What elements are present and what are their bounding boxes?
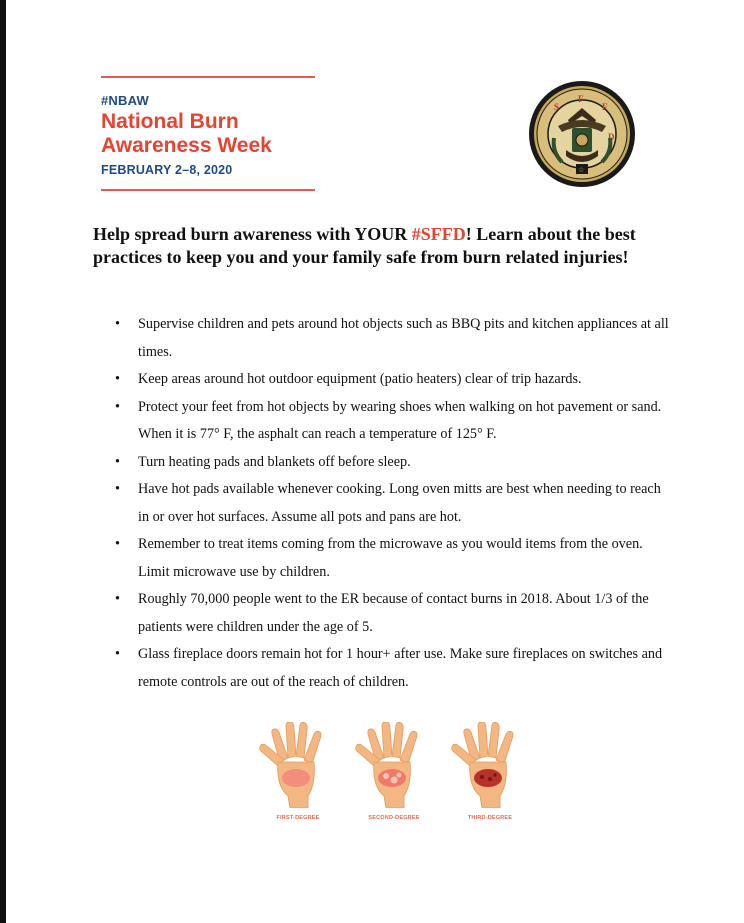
list-item: • Roughly 70,000 people went to the ER because of contact burns in 2018. About 1/3 of the patients were children under the age of 5.: [93, 586, 673, 641]
list-item: • Glass fireplace doors remain hot for 1 hour+ after use. Make sure fireplaces on switches and remote controls are out of the reach of children.: [93, 641, 673, 696]
second-degree-hand: [354, 722, 434, 821]
sffd-seal-icon: [528, 80, 636, 188]
intro-before: Help spread burn awareness with YOUR: [93, 224, 412, 244]
bullet: •: [115, 371, 120, 387]
list-item: • Keep areas around hot outdoor equipment (patio heaters) clear of trip hazards.: [93, 366, 673, 394]
bullet: •: [115, 646, 120, 662]
svg-text:F: F: [578, 94, 584, 104]
left-edge-bar: [0, 0, 6, 923]
intro-paragraph: [93, 223, 673, 269]
first-degree-hand: [258, 722, 338, 821]
svg-text:D: D: [608, 132, 615, 142]
list-item: • Protect your feet from hot objects by wearing shoes when walking on hot pavement or sand. When it is 77° F, the asphalt can reach a temperature of 125° F.: [93, 394, 673, 449]
nbaw-dates: FEBRUARY 2–8, 2020: [101, 163, 233, 177]
list-item: • Turn heating pads and blankets off before sleep.: [93, 449, 673, 477]
bullet: •: [115, 591, 120, 607]
burn-degree-illustration: [258, 722, 528, 822]
list-item: • Supervise children and pets around hot objects such as BBQ pits and kitchen appliances at all times.: [93, 311, 673, 366]
list-item: • Have hot pads available whenever cooking. Long oven mitts are best when needing to reach in or over hot surfaces. Assume all pots and pans are hot.: [93, 476, 673, 531]
hand-icon: [450, 722, 530, 808]
first-degree-label: FIRST-DEGREE: [276, 815, 320, 821]
third-degree-hand: [450, 722, 530, 821]
nbaw-logo: [101, 76, 315, 191]
nbaw-title-line1: National Burn: [101, 110, 239, 133]
third-degree-label: THIRD-DEGREE: [467, 815, 513, 821]
bullet: •: [115, 453, 120, 470]
sffd-hashtag: #SFFD: [411, 224, 466, 244]
nbaw-hashtag: #NBAW: [101, 93, 149, 108]
bullet: •: [115, 398, 120, 415]
nbaw-title-line2: Awareness Week: [101, 134, 272, 157]
svg-text:☆: ☆: [578, 167, 585, 174]
second-degree-label: SECOND-DEGREE: [368, 815, 420, 821]
hand-icon: [354, 722, 434, 808]
hand-icon: [258, 722, 338, 808]
bullet: •: [115, 481, 120, 497]
safety-tips-list: [93, 311, 673, 696]
top-rule: [101, 76, 315, 78]
bullet: •: [115, 536, 120, 552]
bottom-rule: [101, 189, 315, 191]
bullet: •: [115, 316, 120, 332]
intro-after: ! Learn about the best practices to keep you and your family safe from burn related injuries!: [93, 224, 636, 267]
list-item: • Remember to treat items coming from the microwave as you would items from the oven. Limit microwave use by children.: [93, 531, 673, 586]
svg-text:S: S: [554, 102, 560, 112]
svg-text:F: F: [602, 102, 608, 112]
